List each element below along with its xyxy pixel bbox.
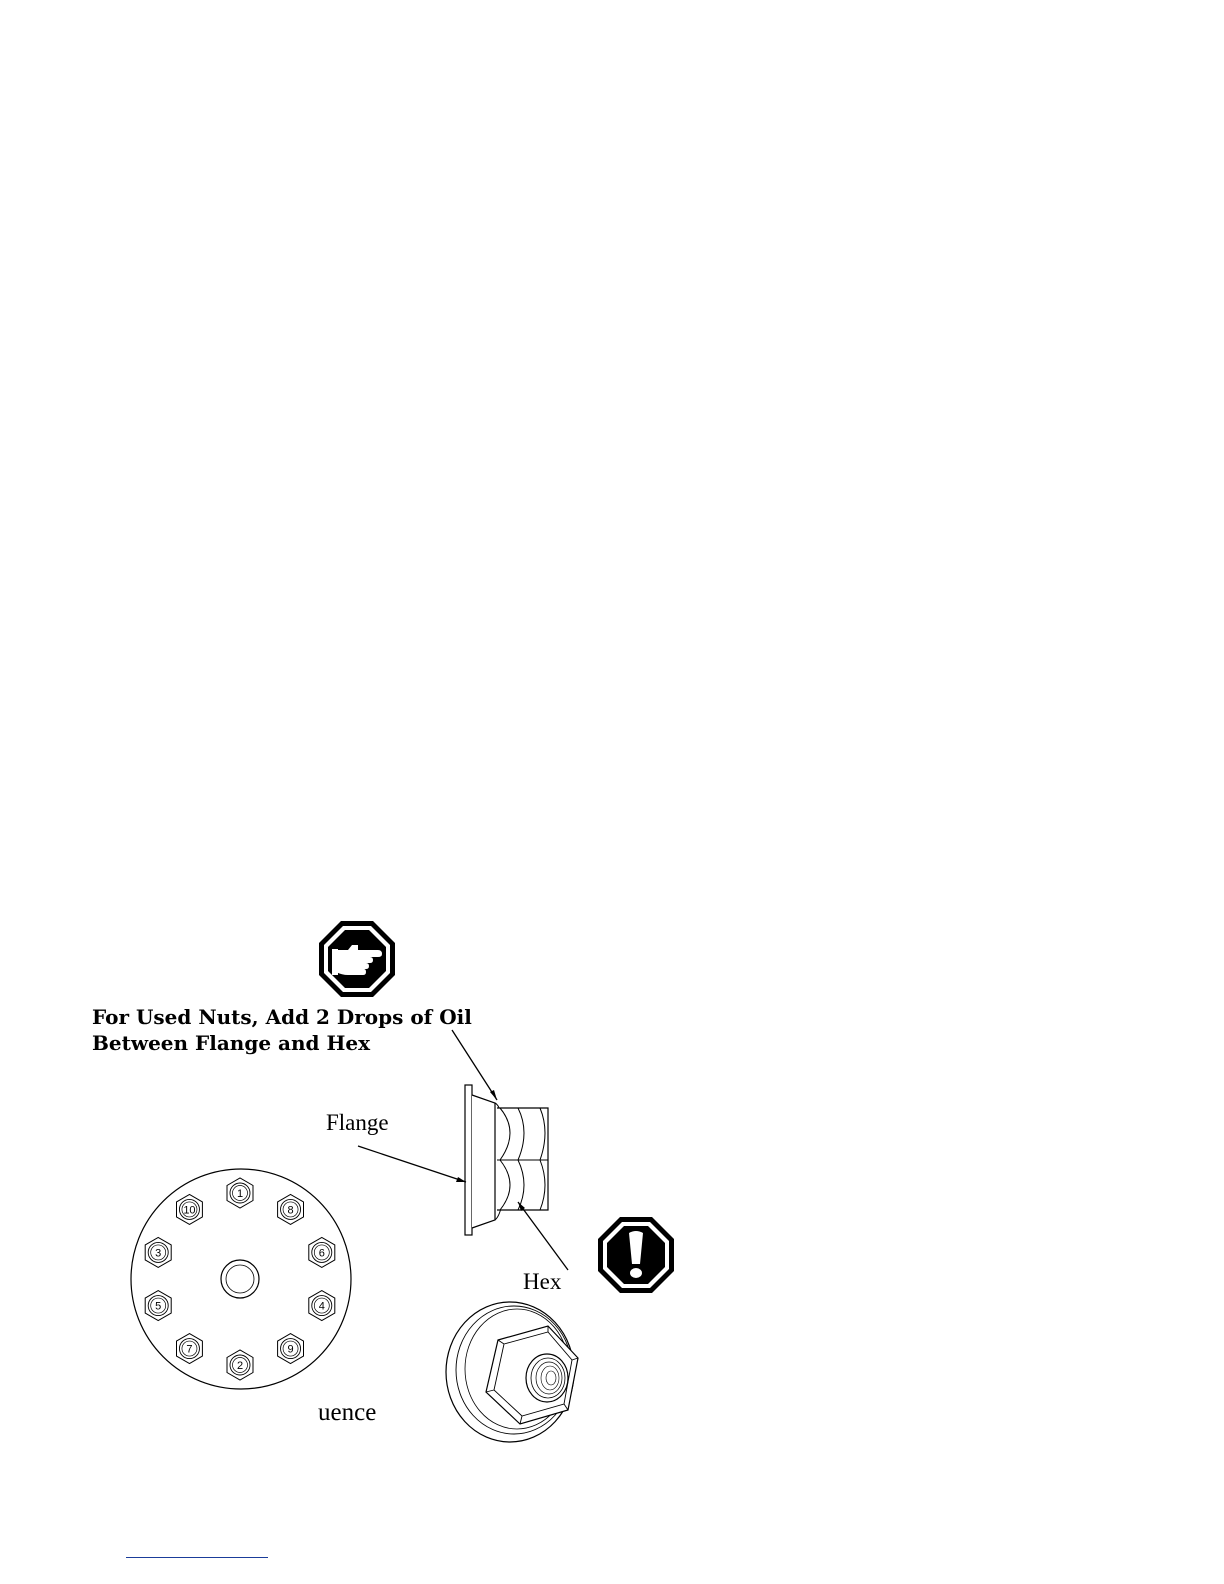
lug-nut-number: 10 [183, 1204, 196, 1217]
lug-nut-number: 9 [287, 1343, 294, 1356]
lug-nut-number: 5 [155, 1300, 162, 1313]
flange-label: Flange [326, 1110, 389, 1135]
lug-nut-number: 4 [318, 1300, 325, 1313]
lug-nut-number: 6 [318, 1247, 325, 1260]
oil-note-line-1: For Used Nuts, Add 2 Drops of Oil [92, 1005, 472, 1029]
oil-note-line-2: Between Flange and Hex [92, 1031, 370, 1055]
lug-nut-number: 2 [236, 1360, 244, 1372]
torque-sequence-caption: uence [318, 1399, 377, 1426]
lug-nut-number: 8 [287, 1204, 294, 1217]
lug-nut-number: 3 [155, 1247, 162, 1260]
footer-rule [126, 1557, 268, 1558]
hex-label: Hex [523, 1269, 562, 1294]
lug-nut-number: 1 [236, 1188, 244, 1200]
lug-nut-number: 7 [186, 1343, 193, 1356]
